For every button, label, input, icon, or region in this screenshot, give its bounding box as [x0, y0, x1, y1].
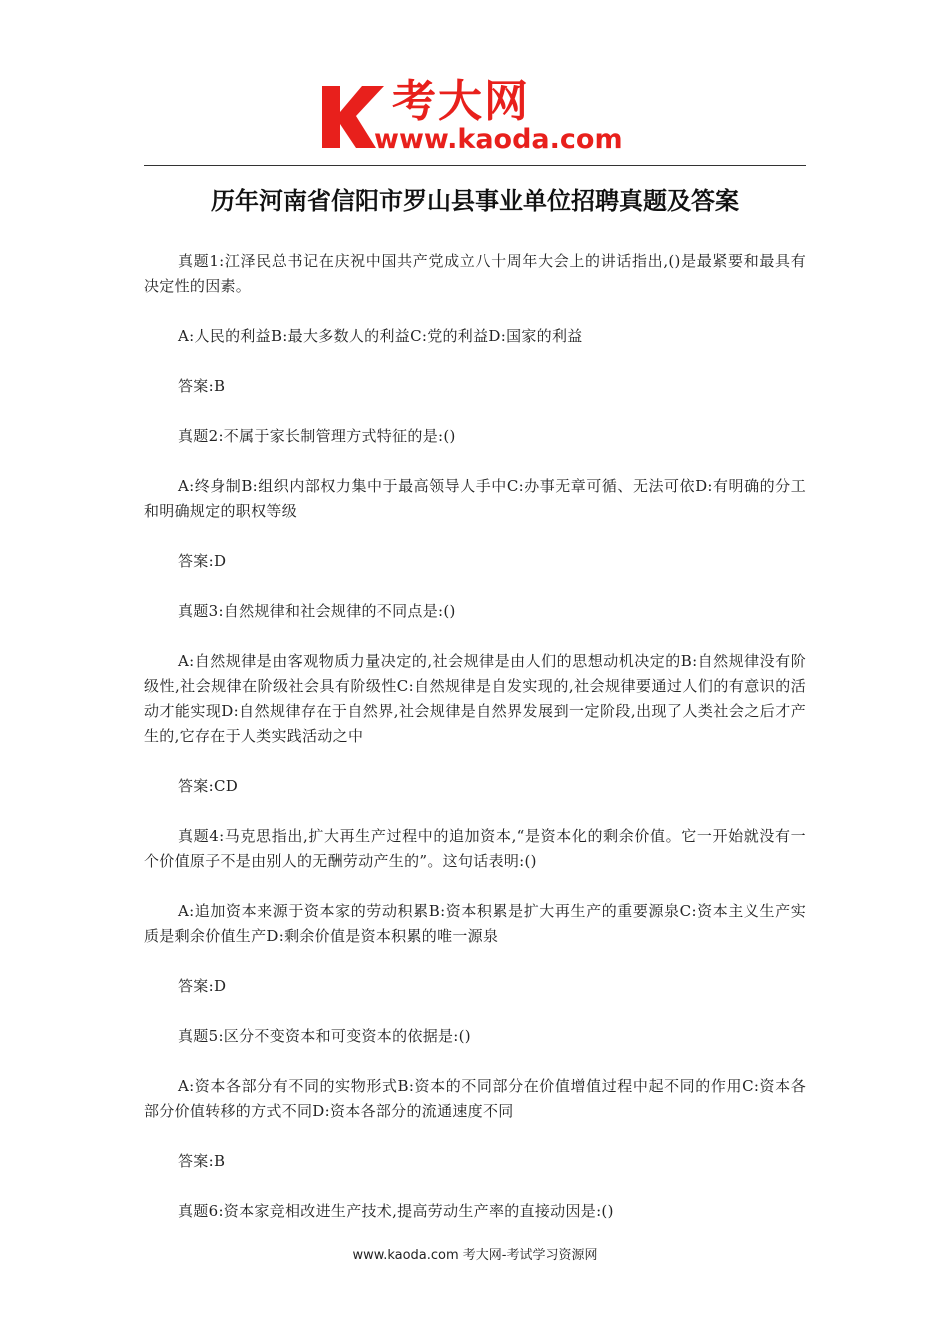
document-title: 历年河南省信阳市罗山县事业单位招聘真题及答案 [211, 187, 739, 215]
question-paragraph: 真题6:资本家竞相改进生产技术,提高劳动生产率的直接动因是:() [178, 1202, 614, 1220]
options-paragraph: A:追加资本来源于资本家的劳动积累B:资本积累是扩大再生产的重要源泉C:资本主义生产实质是剩余价值生产D:剩余价值是资本积累的唯一源泉 [144, 902, 806, 945]
page-footer: www.kaoda.com 考大网-考试学习资源网 [352, 1248, 598, 1263]
answer-paragraph: 答案:D [178, 552, 227, 570]
options-paragraph: A:终身制B:组织内部权力集中于最高领导人手中C:办事无章可循、无法可依D:有明确的分工和明确规定的职权等级 [144, 477, 806, 520]
question-paragraph: 真题1:江泽民总书记在庆祝中国共产党成立八十周年大会上的讲话指出,()是最紧要和最具有决定性的因素。 [144, 252, 806, 295]
answer-paragraph: 答案:D [178, 977, 227, 995]
question-paragraph: 真题3:自然规律和社会规律的不同点是:() [178, 602, 456, 620]
site-logo[interactable] [318, 76, 648, 160]
document-body [144, 249, 806, 1249]
answer-paragraph: 答案:B [178, 1152, 226, 1170]
answer-paragraph: 答案:B [178, 377, 226, 395]
options-paragraph: A:自然规律是由客观物质力量决定的,社会规律是由人们的思想动机决定的B:自然规律没有阶级性,社会规律在阶级社会具有阶级性C:自然规律是自发实现的,社会规律要通过人们的有意识的活动才能实现D:自然规律存在于自然界,社会规律是自然界发展到一定阶段,出现了人类社会之后才产生的,它存在于人类实践活动之中 [144, 652, 806, 745]
logo-chinese-name: 考大网 [392, 76, 530, 127]
options-paragraph: A:人民的利益B:最大多数人的利益C:党的利益D:国家的利益 [178, 327, 583, 345]
question-paragraph: 真题2:不属于家长制管理方式特征的是:() [178, 427, 456, 445]
header-divider [144, 165, 806, 166]
options-paragraph: A:资本各部分有不同的实物形式B:资本的不同部分在价值增值过程中起不同的作用C:资本各部分价值转移的方式不同D:资本各部分的流通速度不同 [144, 1077, 806, 1120]
question-paragraph: 真题5:区分不变资本和可变资本的依据是:() [178, 1027, 471, 1045]
question-paragraph: 真题4:马克思指出,扩大再生产过程中的追加资本,“是资本化的剩余价值。它一开始就没有一个价值原子不是由别人的无酬劳动产生的”。这句话表明:() [144, 827, 806, 870]
answer-paragraph: 答案:CD [178, 777, 239, 795]
logo-url: www.kaoda.com [374, 124, 623, 155]
